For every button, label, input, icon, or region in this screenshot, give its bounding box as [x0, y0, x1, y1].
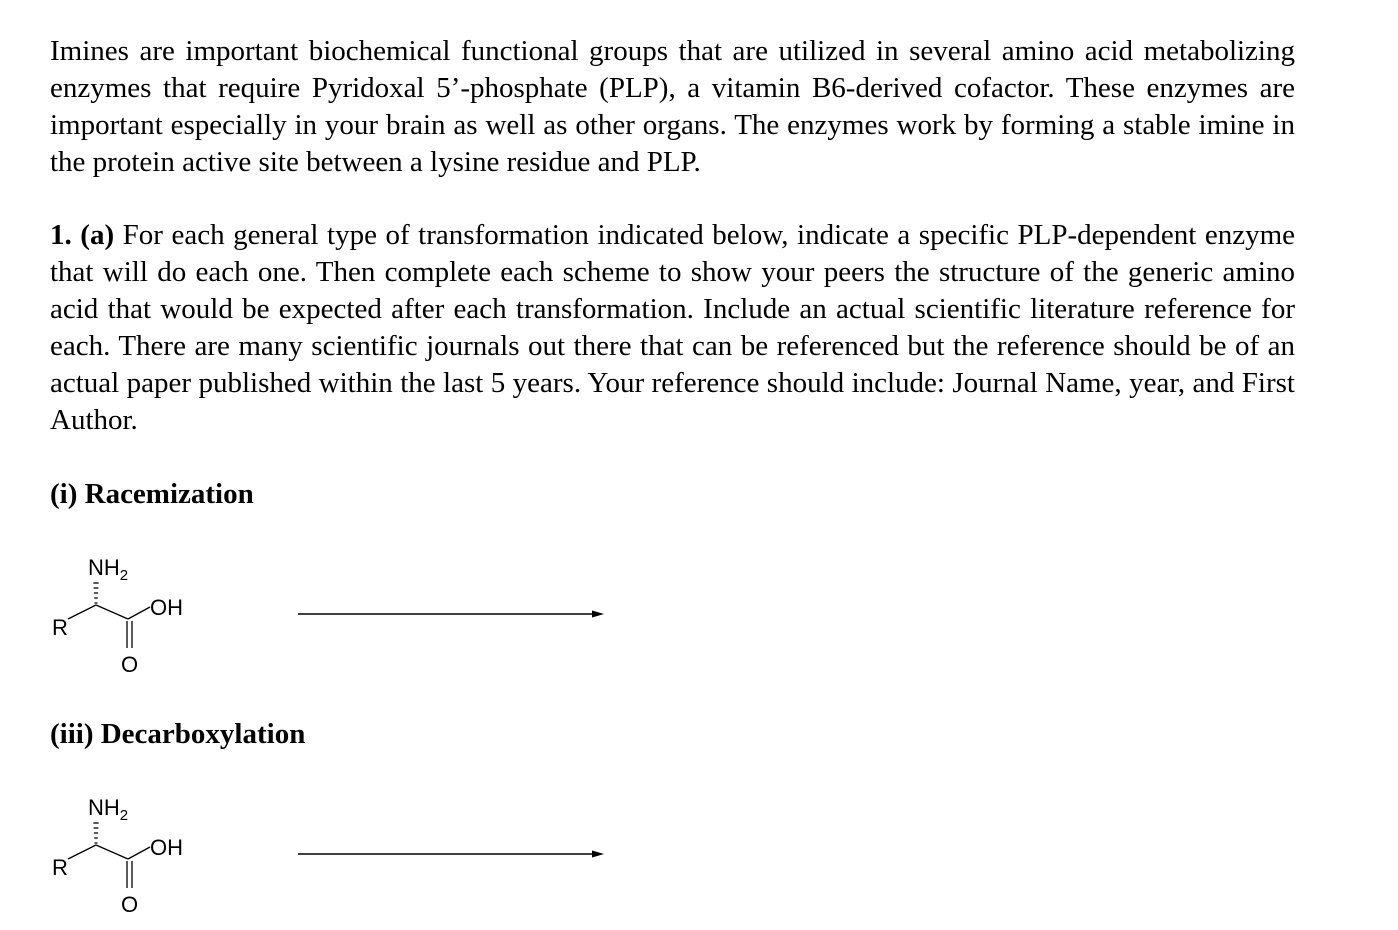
carbonyl-oxygen-label: O — [121, 892, 139, 917]
section-heading-decarboxylation: (iii) Decarboxylation — [50, 718, 306, 750]
question-paragraph — [50, 217, 1295, 439]
amine-label: $NH_2$ — [88, 555, 129, 584]
question-part: (a) — [80, 219, 115, 251]
r-group-label: R — [52, 615, 68, 640]
reaction-arrow — [298, 851, 604, 858]
carbonyl-oxygen-label: O — [121, 652, 139, 677]
intro-paragraph: Imines are important biochemical functional groups that are utilized in several amino acid metabolizing enzymes that require Pyridoxal 5’-phosphate (PLP), a vitamin B6-derived cofactor. These enzymes are important especially in your brain as well as other organs. The enzymes work by forming a stable imine in the protein active site between a lysine residue and PLP. — [50, 35, 1295, 178]
hydroxyl-label: OH — [150, 835, 183, 860]
hydroxyl-label: OH — [150, 595, 183, 620]
decarboxylation-scheme — [40, 785, 640, 925]
r-group-label: R — [52, 855, 68, 880]
hashed-wedge-bond — [93, 823, 98, 843]
section-heading-racemization: (i) Racemization — [50, 478, 254, 510]
amino-acid-structure — [40, 545, 640, 685]
amino-acid-structure — [40, 785, 640, 925]
skeleton-bonds — [68, 605, 150, 648]
question-text: For each general type of transformation indicated below, indicate a specific PLP-dependent enzyme that will do each one. Then complete each scheme to show your peers the structure of the generic amino acid that would be expected after each transformation. Include an actual scientific literature reference for each. There are many scientific journals out there that can be referenced but the reference should be of an actual paper published within the last 5 years. Your reference should include: Journal Name, year, and First Author. — [50, 219, 1296, 436]
racemization-scheme — [40, 545, 640, 685]
hashed-wedge-bond — [93, 583, 98, 603]
skeleton-bonds — [68, 845, 150, 888]
amine-label: $NH_2$ — [88, 795, 129, 824]
reaction-arrow — [298, 611, 604, 618]
question-number: 1. — [50, 219, 72, 251]
